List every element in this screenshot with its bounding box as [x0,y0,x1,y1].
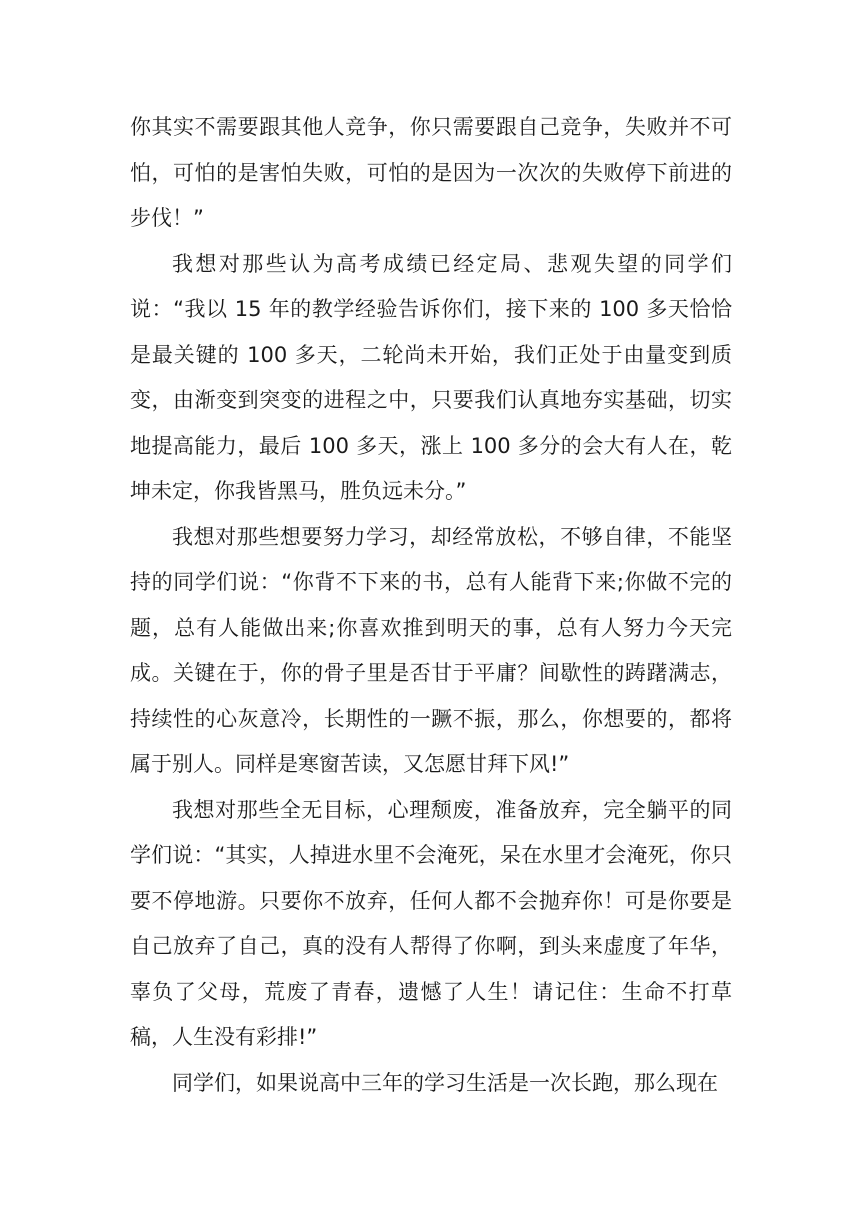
document-body [130,105,732,1106]
paragraph-3: 我想对那些想要努力学习，却经常放松，不够自律，不能坚持的同学们说：“你背不下来的书，总有人能背下来;你做不完的题，总有人能做出来;你喜欢推到明天的事，总有人努力今天完成。关键在于，你的骨子里是否甘于平庸？间歇性的踌躇满志，持续性的心灰意冷，长期性的一蹶不振，那么，你想要的，都将属于别人。同样是寒窗苦读，又怎愿甘拜下风!” [130,524,732,776]
paragraph-1: 你其实不需要跟其他人竞争，你只需要跟自己竞争，失败并不可怕，可怕的是害怕失败，可怕的是因为一次次的失败停下前进的步伐！” [130,115,732,230]
paragraph-2: 我想对那些认为高考成绩已经定局、悲观失望的同学们说：“我以 15 年的教学经验告诉你们，接下来的 100 多天恰恰是最关键的 100 多天，二轮尚未开始，我们正处于由量变到质变，由渐变到突变的进程之中，只要我们认真地夯实基础，切实地提高能力，最后 100 多天，涨上 100 多分的会大有人在，乾坤未定，你我皆黑马，胜负远未分。” [130,251,732,503]
paragraph-5: 同学们，如果说高中三年的学习生活是一次长跑，那么现在 [172,1070,718,1095]
paragraph-4: 我想对那些全无目标，心理颓废，准备放弃，完全躺平的同学们说：“其实，人掉进水里不会淹死，呆在水里才会淹死，你只要不停地游。只要你不放弃，任何人都不会抛弃你！可是你要是自己放弃了自己，真的没有人帮得了你啊，到头来虚度了年华，辜负了父母，荒废了青春，遗憾了人生！请记住：生命不打草稿，人生没有彩排!” [130,797,732,1049]
